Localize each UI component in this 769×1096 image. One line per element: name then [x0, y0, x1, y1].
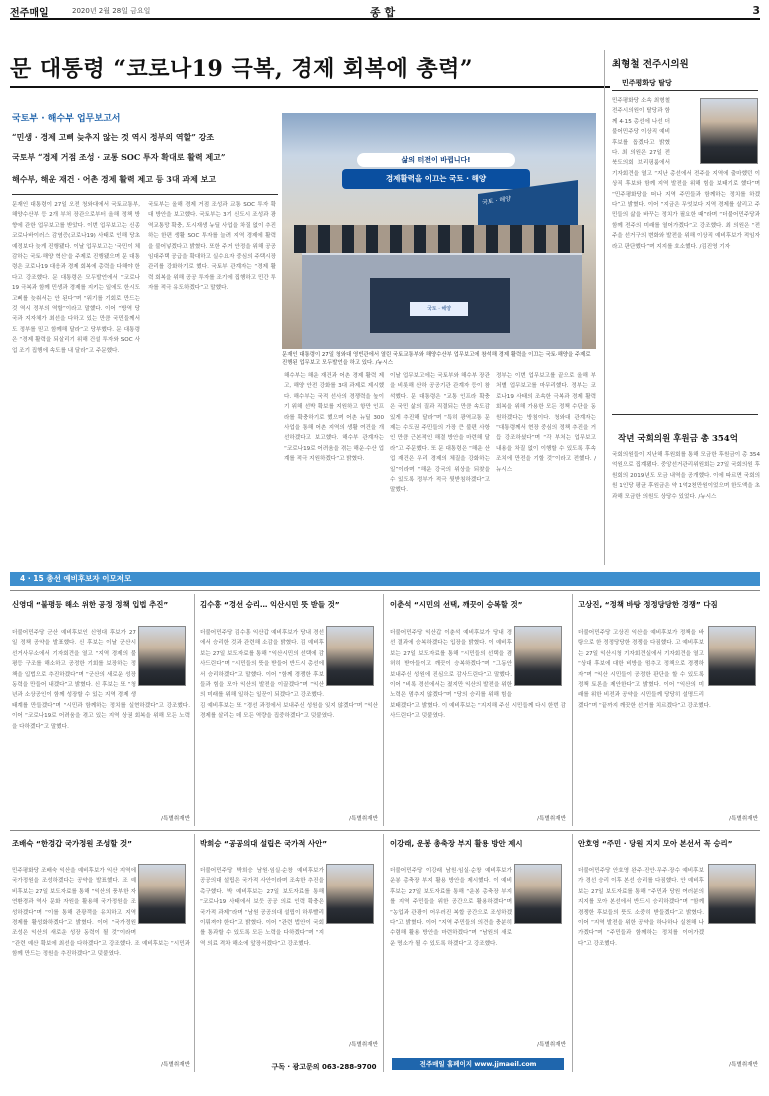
- photo-banner-main: 경제활력을 이끄는 국토 · 해양: [342, 169, 530, 189]
- photo-caption: 문재인 대통령이 27일 청와대 영빈관에서 열린 국토교통부와 해양수산부 업무보고에 참석해 경제 활력을 이끄는 국토·해양을 주제로 진행된 업무보고 모두발언을 하고 있다. /뉴시스: [282, 352, 591, 366]
- side-item2-title: 작년 국회의원 후원금 총 354억: [618, 434, 738, 444]
- candidate-6-spacer: [324, 866, 378, 930]
- section-name: 종 합: [370, 6, 396, 19]
- newspaper-logo: 전주매일: [10, 8, 49, 19]
- issue-date: 2020년 2월 28일 금요일: [72, 7, 151, 15]
- candidate-7-title: 이강래, 운봉 총축장 부지 활용 방안 제시: [390, 839, 523, 848]
- candidate-4-text: 더불어민주당 고상진 익산을 예비후보가 정책을 바탕으로 한 정정당당한 경쟁을 다짐했다. 고 예비후보는 27일 익산시청 기자회견실에서 기자회견을 열고 “상대 후보에 대한 비방을 멈추고 정책으로 경쟁하자”며 “익산 시민들이 공정한 판단을 할 수 있도록 정책 토론을 제안한다”고 밝혔다. 이어 “익산의 미래를 위한 비전과 공약을 시민들께 당당히 설명드리겠다”며 “끝까지 깨끗한 선거를 치르겠다”고 강조했다.: [578, 630, 711, 709]
- candidate-5-spacer: [136, 866, 190, 930]
- candidate-3-spacer: [512, 628, 566, 692]
- side-item2-body: 국회의원들이 지난해 후원회를 통해 모금한 후원금이 총 354억원으로 집계됐다. 중앙선거관리위원회는 27일 국회의원 후원회의 2019년도 모금 내역을 공개했다. 이에 따르면 국회의원 1인당 평균 후원금은 약 1억2천만원이었으며 한도액을 초과해 모금한 의원도 상당수 있었다. /뉴시스: [612, 452, 760, 500]
- side-subtitle: 민주평화당 탈당: [622, 79, 672, 87]
- page-number: 3: [752, 4, 760, 17]
- photo-table-sign: 국토 · 해양: [410, 302, 468, 316]
- lead-photo: [282, 113, 596, 349]
- subtitle-rule: [12, 194, 278, 195]
- photo-banner-top: 삶의 터전이 바뀝니다!: [357, 153, 515, 167]
- candidate-3-body: [390, 628, 566, 812]
- candidate-2-text: 더불어민주당 김수흥 익산갑 예비후보가 당내 경선에서 승리한 것과 관련해 소감을 밝혔다. 김 예비후보는 27일 보도자료를 통해 “익산시민의 선택에 감사드린다”며 “시민들의 뜻을 받들어 반드시 총선에서 승리하겠다”고 말했다. 이어 “함께 경쟁한 후보들과 힘을 모아 익산의 발전을 이끌겠다”며 “익산의 미래를 위해 일하는 일꾼이 되겠다”고 강조했다. 김 예비후보는 또 “경선 과정에서 보내주신 성원을 잊지 않겠다”며 “익산 경제를 살리는 데 모든 역량을 집중하겠다”고 덧붙였다.: [200, 630, 378, 720]
- grid-vdiv-6: [572, 834, 573, 1072]
- candidate-1-spacer: [136, 628, 190, 692]
- candidate-2-title: 김수흥 “경선 승리… 익산시민 뜻 받들 것”: [200, 600, 340, 609]
- candidate-8-title: 안호영 “주민 · 당원 지지 모아 본선서 꼭 승리”: [578, 839, 733, 848]
- candidate-4-byline: /특별취재반: [729, 816, 758, 822]
- headline-rule: [10, 86, 610, 88]
- candidate-8-body: [578, 866, 758, 1056]
- candidate-7-text: 더불어민주당 이강래 남원·임실·순창 예비후보가 운봉 총축장 부지 활용 방안을 제시했다. 이 예비후보는 27일 보도자료를 통해 “운봉 총축장 부지를 지역 주민들을 위한 공간으로 활용하겠다”며 “농업과 관광이 어우러진 복합 공간으로 조성하겠다”고 밝혔다. 이어 “지역 주민들의 의견을 충분히 수렴해 활용 방안을 마련하겠다”며 “남원의 새로운 명소가 될 수 있도록 하겠다”고 강조했다.: [390, 868, 512, 947]
- lead-body-col-2: 국토부는 올해 경제 거점 조성과 교통 SOC 투자 확대 방안을 보고했다. 국토부는 3기 신도시 조성과 광역교통망 확충, 도시재생 뉴딜 사업을 차질 없이 추진하는 한편 생활 SOC 투자를 늘려 지역 경제에 활력을 불어넣겠다고 밝혔다. 또한 주거 안정을 위해 공공임대주택 공급을 확대하고 실수요자 중심의 주택시장 관리를 강화하기로 했다. 국토부 관계자는 “경제 활력 회복을 위해 공공 투자를 조기에 집행하고 민간 투자를 적극 유도하겠다”고 말했다.: [148, 202, 276, 292]
- footer-ad: 구독 · 광고문의 063-288-9700: [264, 1060, 384, 1074]
- candidate-7-spacer: [512, 866, 566, 930]
- candidate-3-byline: /특별취재반: [537, 816, 566, 822]
- candidate-5-body: [12, 866, 190, 1056]
- lead-body-col-3: 해수부는 해운 재건과 어촌 경제 활력 제고, 해양 안전 강화를 3대 과제로 제시했다. 해수부는 국적 선사의 경쟁력을 높이기 위해 선박 확보를 지원하고 항만 인프라를 확충하기로 했으며 어촌 뉴딜 300 사업을 통해 어촌 지역의 생활 여건을 개선하겠다고 보고했다. 해수부 관계자는 “코로나19로 어려움을 겪는 해운·수산 업계를 적극 지원하겠다”고 밝혔다.: [284, 373, 384, 463]
- grid-top-rule: [10, 590, 760, 591]
- candidate-5-byline: /특별취재반: [161, 1062, 190, 1068]
- side-rule-2: [612, 414, 758, 415]
- lead-kicker: 국토부 · 해수부 업무보고서: [12, 114, 121, 124]
- candidate-7-body: [390, 866, 566, 1038]
- candidate-6-text: 더불어민주당 박희승 남원·임실·순창 예비후보가 공공의대 설립은 국가적 사안이라며 조속한 추진을 촉구했다. 박 예비후보는 27일 보도자료를 통해 “코로나19 사태에서 보듯 공공 의료 인력 확충은 국가적 과제”라며 “남원 공공의대 설립이 하루빨리 이뤄져야 한다”고 밝혔다. 이어 “관련 법안이 국회를 통과할 수 있도록 모든 노력을 다하겠다”며 “지역 의료 격차 해소에 앞장서겠다”고 강조했다.: [200, 868, 324, 947]
- side-body-text: 민주평화당 소속 최형철 전주시의원이 탈당과 함께 4·15 총선에 나선 더불어민주당 이상직 예비후보를 돕겠다고 밝혔다. 최 의원은 27일 전북도의회 브리핑룸에서 기자회견을 열고 “지난 총선에서 전주을 지역에 출마했던 이상직 후보와 함께 지역 발전을 위해 힘을 보태기로 했다”며 “민주평화당을 떠나 지역 주민들과 함께하는 정치를 하겠다”고 밝혔다. 이어 “지금은 무엇보다 지역 경제를 살리고 주민들의 삶을 바꾸는 정치가 필요한 때”라며 “더불어민주당과 함께 전주의 미래를 열어가겠다”고 강조했다. 최 의원은 “전주을 선거구의 변화와 발전을 위해 이상직 예비후보가 적임자라고 판단했다”며 지지를 호소했다. /김진영 기자: [612, 98, 760, 250]
- candidate-5-title: 조배숙 “한경갑 국가정원 조성할 것”: [12, 839, 132, 848]
- candidate-4-spacer: [704, 628, 758, 692]
- main-headline: 문 대통령 “코로나19 극복, 경제 회복에 총력”: [10, 56, 474, 82]
- lead-body-col-1: 문재인 대통령이 27일 오전 청와대에서 국토교통부, 해양수산부 등 2개 부처 장관으로부터 올해 정책 방향에 관한 업무보고를 받았다. 이번 업무보고는 신종 코로나바이러스 감염증(코로나19) 사태로 인해 당초 예정보다 늦게 진행됐다. 이날 업무보고는 '국민이 체감하는 국토·해양 혁신'을 주제로 진행됐으며 문 대통령은 코로나19 대응과 경제 회복에 총력을 다해야 한다고 강조했다. 문 대통령은 모두발언에서 “코로나19 극복과 함께 민생과 경제를 지키는 일에도 한시도 고삐를 늦춰서는 안 된다”며 “위기를 기회로 만드는 것 역시 정부의 역할”이라고 말했다. 이어 “방역 당국과 지자체가 최선을 다하고 있는 만큼 국민들께서도 정부를 믿고 함께해 달라”고 당부했다. 문 대통령은 “경제 활력을 되살리기 위해 건설 투자와 SOC 사업 조기 집행에 속도를 내 달라”고 주문했다.: [12, 202, 140, 354]
- candidate-1-body: [12, 628, 190, 812]
- candidate-5-text: 민주평화당 조배숙 익산을 예비후보가 익산 지역에 국가정원을 조성하겠다는 공약을 발표했다. 조 예비후보는 27일 보도자료를 통해 “익산의 풍부한 자연환경과 역사 문화 자원을 활용해 국가정원을 조성하겠다”며 “이를 통해 관광객을 유치하고 지역 경제를 활성화하겠다”고 밝혔다. 이어 “국가정원 조성은 익산의 새로운 성장 동력이 될 것”이라며 “관련 예산 확보에 최선을 다하겠다”고 강조했다. 조 예비후보는 “시민과 함께 만드는 정원을 추진하겠다”고 덧붙였다.: [12, 868, 190, 958]
- lead-body-col-5: 정부는 이번 업무보고를 끝으로 올해 부처별 업무보고를 마무리했다. 정부는 코로나19 사태의 조속한 극복과 경제 활력 회복을 위해 가용한 모든 정책 수단을 동원하겠다는 방침이다. 청와대 관계자는 “대통령께서 현장 중심의 정책 추진을 거듭 강조하셨다”며 “각 부처는 업무보고 내용을 차질 없이 이행할 수 있도록 후속 조치에 만전을 기할 것”이라고 전했다. /뉴시스: [496, 373, 596, 473]
- candidate-4-title: 고상진, “정책 바탕 정정당당한 경쟁” 다짐: [578, 600, 718, 609]
- grid-vdiv-5: [383, 834, 384, 1072]
- portrait-spacer: [670, 96, 760, 166]
- side-divider: [604, 50, 605, 565]
- footer-homepage: 전주매일 홈페이지 www.jjmaeil.com: [392, 1058, 564, 1070]
- candidate-1-text: 더불어민주당 군산 예비후보인 신영대 후보가 27일 정책 공약을 발표했다. 신 후보는 이날 군산시 선거사무소에서 기자회견을 열고 “지역 경제의 불평등 구조를 해소하고 공정한 기회를 보장하는 정책을 입법으로 추진하겠다”며 “군산의 새로운 성장 동력을 만들어 내겠다”고 밝혔다. 신 후보는 또 “청년과 소상공인이 함께 성장할 수 있는 지역 경제 생태계를 만들겠다”며 “시민과 함께하는 정치를 실현하겠다”고 강조했다. 이어 “코로나19로 어려움을 겪고 있는 지역 상권 회복을 위해 모든 노력을 다하겠다”고 말했다.: [12, 630, 190, 730]
- photo-screen: 국토 · 해양: [478, 180, 578, 250]
- candidate-1-byline: /특별취재반: [161, 816, 190, 822]
- masthead: [10, 4, 760, 20]
- grid-vdiv-2: [383, 594, 384, 826]
- photo-people: [294, 225, 584, 253]
- candidate-8-text: 더불어민주당 안호영 완주·진안·무주·장수 예비후보가 경선 승리 이후 본선 승리를 다짐했다. 안 예비후보는 27일 보도자료를 통해 “주민과 당원 여러분의 지지를 모아 본선에서 반드시 승리하겠다”며 “함께 경쟁한 후보들의 뜻도 소중히 받들겠다”고 밝혔다. 이어 “지역 발전을 위한 공약을 하나하나 실천해 나가겠다”며 “주민들과 함께하는 정치를 이어가겠다”고 강조했다.: [578, 868, 704, 947]
- candidate-6-byline: /특별취재반: [349, 1042, 378, 1048]
- grid-mid-rule: [10, 830, 760, 831]
- side-title: 최형철 전주시의원: [612, 59, 689, 70]
- candidate-4-body: [578, 628, 758, 812]
- candidate-1-title: 신영대 “불평등 해소 위한 공정 정책 입법 추진”: [12, 600, 169, 609]
- lead-subtitle-3: 해수부, 해운 재건 · 어촌 경제 활력 제고 등 3대 과제 보고: [12, 174, 217, 184]
- candidate-7-byline: /특별취재반: [537, 1042, 566, 1048]
- candidate-8-byline: /특별취재반: [729, 1062, 758, 1068]
- candidate-2-byline: /특별취재반: [349, 816, 378, 822]
- grid-vdiv-3: [572, 594, 573, 826]
- candidate-6-body: [200, 866, 378, 1038]
- candidate-3-text: 더불어민주당 익산갑 이춘석 예비후보가 당내 경선 결과에 승복하겠다는 입장을 밝혔다. 이 예비후보는 27일 보도자료를 통해 “시민들의 선택을 겸허히 받아들이고 깨끗이 승복하겠다”며 “그동안 보내주신 성원에 진심으로 감사드린다”고 말했다. 이어 “비록 경선에서는 졌지만 익산의 발전을 위한 노력은 멈추지 않겠다”며 “당의 승리를 위해 힘을 보태겠다”고 밝혔다. 이 예비후보는 “지지해 주신 시민들께 다시 한번 감사드린다”고 덧붙였다.: [390, 630, 566, 720]
- candidate-2-spacer: [324, 628, 378, 692]
- photo-table-center: [370, 278, 510, 333]
- section-bar: 4 · 15 총선 예비후보자 이모저모: [10, 572, 760, 586]
- candidate-6-title: 박희승 “공공의대 설립은 국가적 사안”: [200, 839, 328, 848]
- lead-subtitle-1: “민생 · 경제 고삐 늦추지 않는 것 역시 정부의 역할” 강조: [12, 132, 215, 142]
- side-body: [612, 96, 760, 408]
- candidate-8-spacer: [704, 866, 758, 930]
- grid-vdiv-1: [194, 594, 195, 826]
- grid-vdiv-4: [194, 834, 195, 1072]
- candidate-2-body: [200, 628, 378, 812]
- candidate-3-title: 이춘석 “시민의 선택, 깨끗이 승복할 것”: [390, 600, 523, 609]
- side-rule: [612, 90, 758, 91]
- lead-subtitle-2: 국토부 “경제 거점 조성 · 교통 SOC 투자 확대로 활력 제고”: [12, 152, 226, 162]
- lead-body-col-4: 이날 업무보고에는 국토부와 해수부 장관을 비롯해 산하 공공기관 관계자 등이 참석했다. 문 대통령은 “교통 인프라 확충은 국민 삶의 질과 직결되는 만큼 속도감 있게 추진해 달라”며 “특히 광역교통 문제는 수도권 주민들의 가장 큰 불편 사항인 만큼 근본적인 해결 방안을 마련해 달라”고 주문했다. 또 문 대통령은 “해운 산업 재건은 우리 경제의 체질을 강화하는 일”이라며 “해운 강국의 위상을 되찾을 수 있도록 정부가 적극 뒷받침하겠다”고 말했다.: [390, 373, 490, 494]
